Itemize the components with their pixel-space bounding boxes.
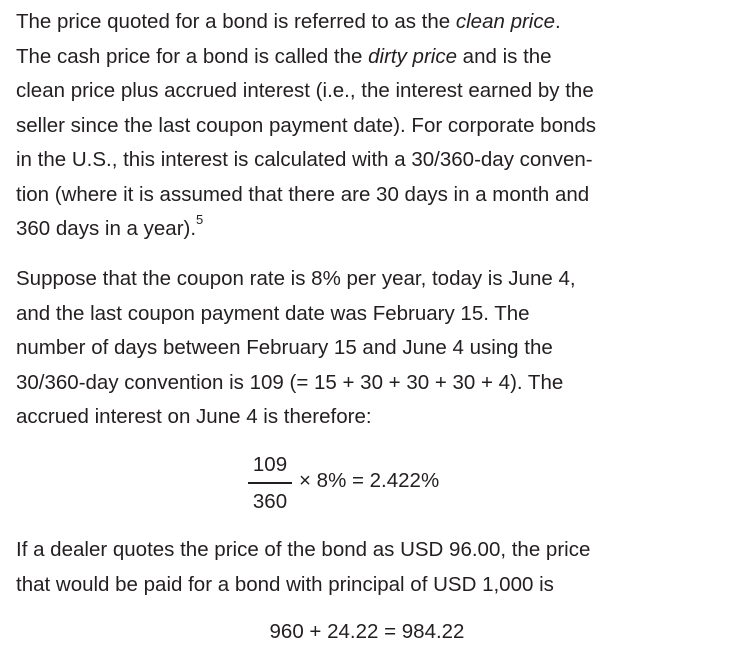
text-line: 360 days in a year).$^5$ — [16, 212, 204, 240]
paragraph-dealer-quote — [16, 533, 728, 602]
fraction-bar — [248, 482, 292, 484]
text-line: and the last coupon payment date was February 15. The — [16, 301, 530, 325]
text-line: The price quoted for a bond is referred to as the clean price. — [16, 10, 561, 33]
paragraph-accrued-example — [16, 262, 728, 435]
text-line: in the U.S., this interest is calculated with a 30/360-day conven- — [16, 148, 593, 171]
text-line: tion (where it is assumed that there are 30 days in a month and — [16, 182, 590, 206]
text-line: The cash price for a bond is called the dirty price and is the — [16, 44, 552, 68]
fraction-numerator: 109 — [252, 453, 288, 476]
text-line: seller since the last coupon payment date). For corporate bonds — [16, 113, 597, 137]
text-line: Suppose that the coupon rate is 8% per year, today is June 4, — [16, 267, 576, 290]
text-line: If a dealer quotes the price of the bond as USD 96.00, the price — [16, 538, 591, 561]
term-clean-price: clean price — [455, 10, 556, 33]
text-line: 30/360-day convention is 109 (= 15 + 30 + 30 + 30 + 4). The — [16, 370, 564, 394]
term-dirty-price: dirty price — [368, 44, 457, 68]
fraction-denominator: 360 — [252, 489, 288, 513]
text-line: that would be paid for a bond with principal of USD 1,000 is — [16, 572, 554, 596]
text-line: accrued interest on June 4 is therefore: — [16, 405, 372, 428]
fraction — [248, 452, 292, 515]
footnote-marker: 5 — [196, 212, 204, 228]
text-line: clean price plus accrued interest (i.e., the interest earned by the — [16, 79, 594, 102]
formula-result: × 8% = 2.422% — [299, 469, 440, 492]
cash-price-formula: 960 + 24.22 = 984.22 — [269, 620, 465, 643]
text-line: number of days between February 15 and June 4 using the — [16, 336, 553, 359]
paragraph-clean-dirty-price — [16, 5, 728, 247]
